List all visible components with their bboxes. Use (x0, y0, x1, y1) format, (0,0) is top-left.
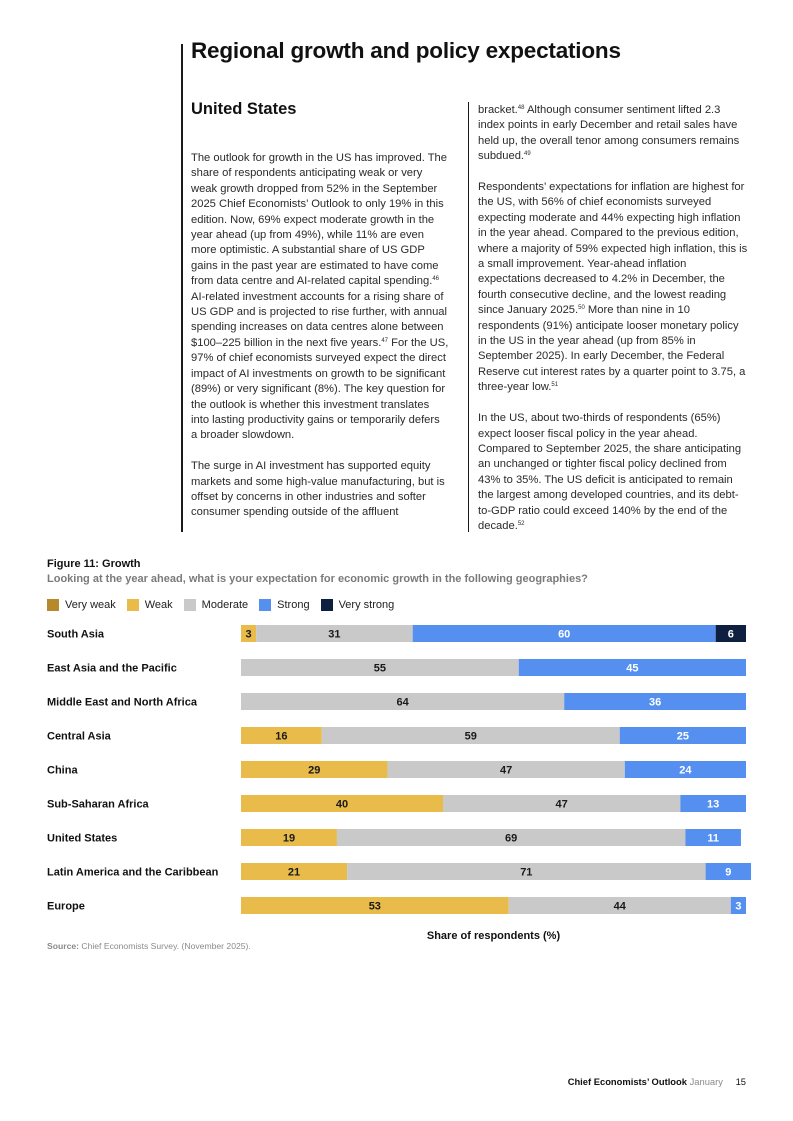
legend-item (47, 599, 116, 611)
legend-label: Strong (277, 599, 310, 611)
bar-value-label: 21 (287, 866, 301, 879)
right-text-column (478, 103, 748, 550)
x-axis-label: Share of respondents (%) (426, 930, 561, 942)
bar-value-label: 69 (505, 832, 518, 845)
bar-value-label: 3 (735, 900, 742, 913)
legend-item (127, 599, 173, 611)
body-paragraph (478, 103, 748, 165)
category-label: United States (47, 832, 118, 845)
bar-value-label: 31 (328, 628, 341, 641)
bar-value-label: 40 (335, 798, 349, 811)
footnote-marker: 52 (517, 520, 525, 527)
bar-value-label: 9 (725, 866, 732, 879)
paragraph-text: In the US, about two-thirds of respondents (65%) expect looser fiscal policy in the year ahead. Compared to September 2025, the share anticipating an unchanged or tighter fiscal policy declined from 43% to 35%. The US deficit is anticipated to remain the largest among developed countries, and its debt-to-GDP ratio could exceed 140% by the end of the decade. (478, 412, 742, 532)
category-label: Middle East and North Africa (47, 696, 197, 709)
footnote-marker: 46 (432, 276, 439, 283)
paragraph-text: Respondents’ expectations for inflation are highest for the US, with 56% of chief economists surveyed expecting moderate and 44% expecting high inflation in the year ahead. Compared to the previous edition, where a majority of 59% expected high inflation, this is a small improvement. Year-ahead inflation expectations decreased to 4.2% in December, the fourth consecutive decline, and the lowest reading since January 2025. (478, 181, 748, 317)
category-label: Latin America and the Caribbean (47, 866, 219, 879)
paragraph-text: For the US, 97% of chief economists surveyed expect the direct impact of AI investments on growth to be significant (89%) or very significant (8%). The key question for the outlook is whether this investment translates into lasting productivity gains or temporarily defers a broader slowdown. (191, 336, 449, 442)
footer-brand: Chief Economists’ Outlook (567, 1076, 687, 1087)
bar-value-label: 71 (520, 866, 533, 879)
page-number: 15 (735, 1076, 746, 1087)
body-paragraph (478, 180, 748, 396)
footer-month: January (689, 1076, 723, 1087)
footnote-marker: 50 (578, 305, 585, 312)
page-footer (568, 1076, 746, 1087)
left-text-column (191, 151, 449, 536)
paragraph-text: The surge in AI investment has supported equity markets and some high-value manufacturing, but is offset by concerns in other industries and softer consumer spending outside of the affluent (191, 460, 445, 519)
chart-legend (47, 599, 394, 611)
legend-label: Weak (144, 599, 173, 611)
bar-value-label: 25 (676, 730, 689, 743)
source-text: Chief Economists Survey. (November 2025). (79, 941, 251, 951)
bar-value-label: 3 (245, 628, 252, 641)
paragraph-text: Although consumer sentiment lifted 2.3 index points in early December and retail sales have held up, the overall tenor among consumers remains subdued. (478, 104, 740, 163)
legend-item (321, 599, 395, 611)
legend-label: Moderate (201, 599, 249, 611)
bar-value-label: 16 (275, 730, 288, 743)
legend-label: Very weak (65, 599, 116, 611)
bar-value-label: 45 (626, 662, 639, 675)
body-paragraph (191, 459, 449, 521)
category-label: China (47, 764, 78, 777)
page-title: Regional growth and policy expectations (191, 38, 621, 63)
figure-source (47, 941, 251, 951)
paragraph-text: bracket. (478, 104, 518, 116)
category-label: Sub-Saharan Africa (47, 798, 149, 811)
footnote-marker: 51 (551, 382, 559, 389)
legend-swatch (127, 599, 139, 611)
bar-value-label: 11 (707, 832, 719, 845)
footnote-marker: 49 (524, 151, 531, 158)
growth-stacked-bar-chart (0, 620, 793, 920)
bar-value-label: 29 (308, 764, 321, 777)
bar-value-label: 55 (373, 662, 386, 675)
legend-label: Very strong (338, 599, 395, 611)
body-paragraph (478, 411, 748, 534)
paragraph-text: The outlook for growth in the US has improved. The share of respondents anticipating weak or very weak growth dropped from 52% in the September 2025 Chief Economists’ Outlook to only 19% in this edition. Now, 69% expect moderate growth in the year ahead (up from 49%), while 11% are even more optimistic. A substantial share of US GDP gains in the past year are estimated to have come from data centre and AI-related capital spending. (191, 152, 447, 288)
bar-value-label: 53 (368, 900, 381, 913)
title-rule (181, 44, 183, 532)
body-paragraph (191, 151, 449, 444)
section-heading: United States (191, 100, 297, 118)
legend-swatch (321, 599, 333, 611)
bar-value-label: 19 (282, 832, 296, 845)
paragraph-text: AI-related investment accounts for a rising share of US GDP and is projected to rise further, with annual spending increases on data centres alone between $100–225 billion in the next five years. (191, 290, 447, 349)
figure-subtitle: Looking at the year ahead, what is your expectation for economic growth in the following geographies? (47, 573, 588, 585)
bar-value-label: 13 (707, 798, 720, 811)
bar-value-label: 36 (648, 696, 662, 709)
bar-value-label: 47 (500, 764, 513, 777)
bar-value-label: 59 (464, 730, 477, 743)
legend-swatch (259, 599, 271, 611)
category-label: Europe (47, 900, 85, 913)
column-rule (468, 102, 469, 532)
category-label: East Asia and the Pacific (47, 662, 177, 675)
category-label: Central Asia (47, 730, 111, 743)
legend-swatch (184, 599, 196, 611)
legend-item (259, 599, 309, 611)
footnote-marker: 47 (381, 337, 389, 344)
paragraph-text: More than nine in 10 respondents (91%) anticipate looser monetary policy in the US in the year ahead (up from 85% in September 2025). In early December, the Federal Reserve cut interest rates by a quarter point to 3.75, a three-year low. (478, 304, 746, 394)
source-label: Source: (47, 941, 79, 951)
legend-item (184, 599, 248, 611)
legend-swatch (47, 599, 59, 611)
footnote-marker: 48 (517, 105, 525, 111)
bar-value-label: 60 (558, 628, 571, 641)
bar-value-label: 6 (727, 628, 734, 641)
bar-value-label: 24 (679, 764, 692, 777)
bar-value-label: 44 (613, 900, 626, 913)
figure-title: Figure 11: Growth (47, 558, 141, 570)
bar-value-label: 64 (396, 696, 409, 709)
bar-value-label: 47 (555, 798, 568, 811)
category-label: South Asia (47, 628, 105, 641)
